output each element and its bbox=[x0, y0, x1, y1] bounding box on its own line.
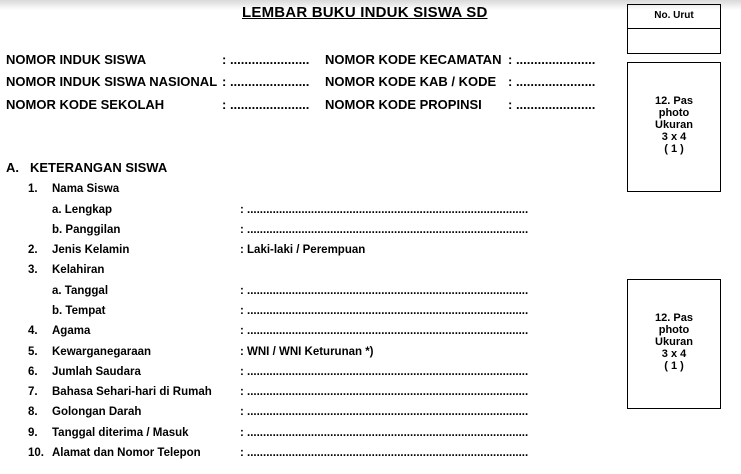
photo-text: 12. Pas bbox=[655, 312, 693, 324]
kode-kecamatan-label: NOMOR KODE KECAMATAN bbox=[325, 52, 502, 67]
photo-text: Ukuran bbox=[655, 336, 693, 348]
item-sublabel: a. Tanggal bbox=[52, 285, 109, 297]
photo-text: 3 x 4 bbox=[661, 348, 687, 360]
kode-kab-label: NOMOR KODE KAB / KODE bbox=[325, 74, 497, 89]
item-number: 1. bbox=[28, 183, 38, 195]
item-label: Nama Siswa bbox=[52, 183, 120, 195]
item-sublabel: a. Lengkap bbox=[52, 204, 113, 216]
kode-kab-value: : ...................... bbox=[508, 74, 596, 89]
item-label: Agama bbox=[52, 325, 91, 337]
fill-line: : ........................................................................................ bbox=[240, 406, 529, 418]
fill-line: : ........................................................................................ bbox=[240, 224, 529, 236]
kode-propinsi-value: : ...................... bbox=[508, 97, 596, 112]
photo-text: ( 1 ) bbox=[664, 360, 684, 372]
nisn-value: : ...................... bbox=[222, 74, 310, 89]
fill-line: : ........................................................................................ bbox=[240, 285, 529, 297]
item-number: 9. bbox=[28, 427, 38, 439]
no-urut-label: No. Urut bbox=[628, 5, 720, 29]
item-number: 3. bbox=[28, 264, 38, 276]
page-title: LEMBAR BUKU INDUK SISWA SD bbox=[242, 4, 488, 21]
item-label: Alamat dan Nomor Telepon bbox=[52, 447, 201, 459]
photo-box-top bbox=[627, 62, 721, 192]
kode-sekolah-value: : ...................... bbox=[222, 97, 310, 112]
no-urut-box bbox=[627, 4, 721, 54]
nis-value: : ...................... bbox=[222, 52, 310, 67]
section-title: KETERANGAN SISWA bbox=[30, 160, 168, 175]
item-label: Golongan Darah bbox=[52, 406, 142, 418]
item-number: 10. bbox=[28, 447, 44, 459]
kode-sekolah-label: NOMOR KODE SEKOLAH bbox=[6, 97, 165, 112]
item-number: 6. bbox=[28, 366, 38, 378]
kode-propinsi-label: NOMOR KODE PROPINSI bbox=[325, 97, 482, 112]
item-sublabel: b. Panggilan bbox=[52, 224, 121, 236]
nis-label: NOMOR INDUK SISWA bbox=[6, 52, 147, 67]
fill-line: : ........................................................................................ bbox=[240, 204, 529, 216]
item-number: 4. bbox=[28, 325, 38, 337]
photo-text: 12. Pas bbox=[655, 95, 693, 107]
item-label: Jumlah Saudara bbox=[52, 366, 141, 378]
kode-kecamatan-value: : ...................... bbox=[508, 52, 596, 67]
item-label: Tanggal diterima / Masuk bbox=[52, 427, 189, 439]
item-number: 5. bbox=[28, 346, 38, 358]
item-value: : Laki-laki / Perempuan bbox=[240, 244, 366, 256]
item-label: Kelahiran bbox=[52, 264, 105, 276]
fill-line: : ........................................................................................ bbox=[240, 386, 529, 398]
section-a-heading bbox=[6, 160, 167, 175]
item-label: Bahasa Sehari-hari di Rumah bbox=[52, 386, 212, 398]
item-value: : WNI / WNI Keturunan *) bbox=[240, 346, 374, 358]
item-label: Jenis Kelamin bbox=[52, 244, 130, 256]
item-sublabel: b. Tempat bbox=[52, 305, 106, 317]
nisn-label: NOMOR INDUK SISWA NASIONAL bbox=[6, 74, 218, 89]
photo-text: ( 1 ) bbox=[664, 143, 684, 155]
item-label: Kewarganegaraan bbox=[52, 346, 152, 358]
fill-line: : ........................................................................................ bbox=[240, 305, 529, 317]
photo-text: 3 x 4 bbox=[661, 131, 687, 143]
item-number: 8. bbox=[28, 406, 38, 418]
photo-text: photo bbox=[658, 324, 690, 336]
item-number: 2. bbox=[28, 244, 38, 256]
fill-line: : ........................................................................................ bbox=[240, 325, 529, 337]
fill-line: : ........................................................................................ bbox=[240, 427, 529, 439]
photo-text: photo bbox=[658, 107, 690, 119]
photo-box-bottom bbox=[627, 279, 721, 409]
fill-line: : ........................................................................................ bbox=[240, 366, 529, 378]
item-number: 7. bbox=[28, 386, 38, 398]
section-letter: A. bbox=[6, 160, 19, 175]
photo-text: Ukuran bbox=[655, 119, 693, 131]
fill-line: : ........................................................................................ bbox=[240, 447, 529, 459]
